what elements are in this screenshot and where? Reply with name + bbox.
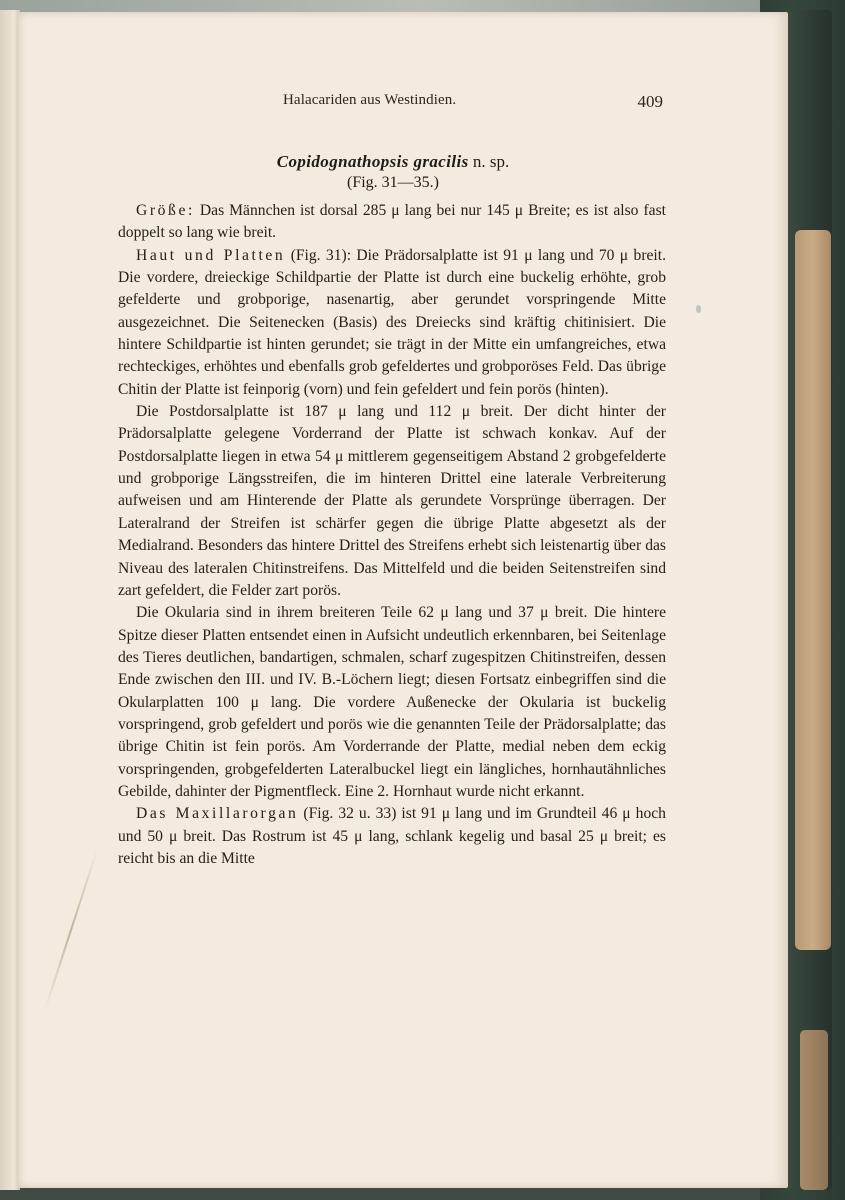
facing-page-edge <box>0 10 20 1190</box>
cover-wear-patch-lower <box>800 1030 828 1190</box>
body-text <box>118 200 666 870</box>
running-header <box>283 92 663 116</box>
cover-wear-patch <box>795 230 831 950</box>
page-number: 409 <box>637 92 663 111</box>
species-name: Copidognathopsis gracilis <box>276 152 469 171</box>
paragraph-size <box>118 200 666 245</box>
paragraph-text: Die Okularia sind in ihrem breiteren Teile 62 μ lang und 37 μ breit. Die hintere Spitze dieser Platten entsendet einen in Aufsicht undeutlich erkennbaren, bei Seitenlage des Tieres deutlichen, bandartigen, schmalen, scharf zugespitzen Chitinstreifen, dessen Ende zwischen den III. und IV. B.-Löchern liegt; diesen Fortsatz einbegriffen sind die Okularplatten 100 μ lang. Die vordere Außenecke der Okularia ist buckelig vorspringend, grob gefeldert und porös wie die genannten Teile der Prädorsalplatte; das übrige Chitin ist fein porös. Am Vorderrande der Platte, medial neben dem eckig vorspringenden, grobgefelderten Lateralbuckel liegt ein längliches, hornhautähnliches Gebilde, dahinter der Pigmentfleck. Eine 2. Hornhaut wurde nicht erkannt. <box>118 604 666 800</box>
paragraph-postdorsal <box>118 401 666 602</box>
running-head: Halacariden aus Westindien. <box>283 92 457 108</box>
paragraph-maxillar <box>118 803 666 870</box>
paragraph-skin-plates <box>118 245 666 401</box>
paragraph-lead: Das Maxillarorgan <box>136 805 299 823</box>
paragraph-text: Das Männchen ist dorsal 285 μ lang bei nur 145 μ Breite; es ist also fast doppelt so lang wie breit. <box>118 202 666 242</box>
species-suffix: n. sp. <box>472 152 510 171</box>
paragraph-text: Die Postdorsalplatte ist 187 μ lang und 112 μ breit. Der dicht hinter der Prädorsalplatte gelegene Vorderrand der Platte ist schwach konkav. Auf der Postdorsalplatte liegen in etwa 54 μ mittlerem gegenseitigem Abstand 2 grobgefelderte und grobporige Längsstreifen, die im hinteren Drittel eine laterale Verbreiterung aufweisen und am Hinterende der Platte als gerundete Vorsprünge überragen. Der Lateralrand der Streifen ist schärfer gegen die übrige Platte abgesetzt als der Medialrand. Besonders das hintere Drittel des Streifens erhebt sich leistenartig über das Niveau des lateralen Chitinstreifens. Das Mittelfeld und die beiden Seitenstreifen sind zart gefeldert, die Felder zart porös. <box>118 403 666 599</box>
paragraph-ocularia <box>118 602 666 803</box>
paragraph-text: (Fig. 31): Die Prädorsalplatte ist 91 μ lang und 70 μ breit. Die vordere, dreieckige Schildpartie der Platte ist durch eine buckelig erhöhte, grob gefelderte und grobporige, nasenartig, aber gerundet vorspringende Mitte ausgezeichnet. Die Seitenecken (Basis) des Dreiecks sind kräftig chitinisiert. Die hintere Schildpartie ist hinten gerundet; sie trägt in der Mitte ein umfangreiches, etwa rechteckiges, erhöhtes und ebenfalls grob gefeldertes und grobporöses Feld. Das übrige Chitin der Platte ist feinporig (vorn) und fein gefeldert und fein porös (hinten). <box>118 246 666 398</box>
paragraph-lead: Größe: <box>136 202 195 219</box>
page-stain <box>696 305 701 313</box>
paragraph-text: (Fig. 32 u. 33) ist 91 μ lang und im Grundteil 46 μ hoch und 50 μ breit. Das Rostrum ist 45 μ lang, schlank kegelig und basal 25 μ breit; es reicht bis an die Mitte <box>118 805 666 867</box>
paragraph-lead: Haut und Platten <box>136 246 286 264</box>
section-title <box>118 152 668 172</box>
figure-reference: (Fig. 31—35.) <box>347 174 439 191</box>
